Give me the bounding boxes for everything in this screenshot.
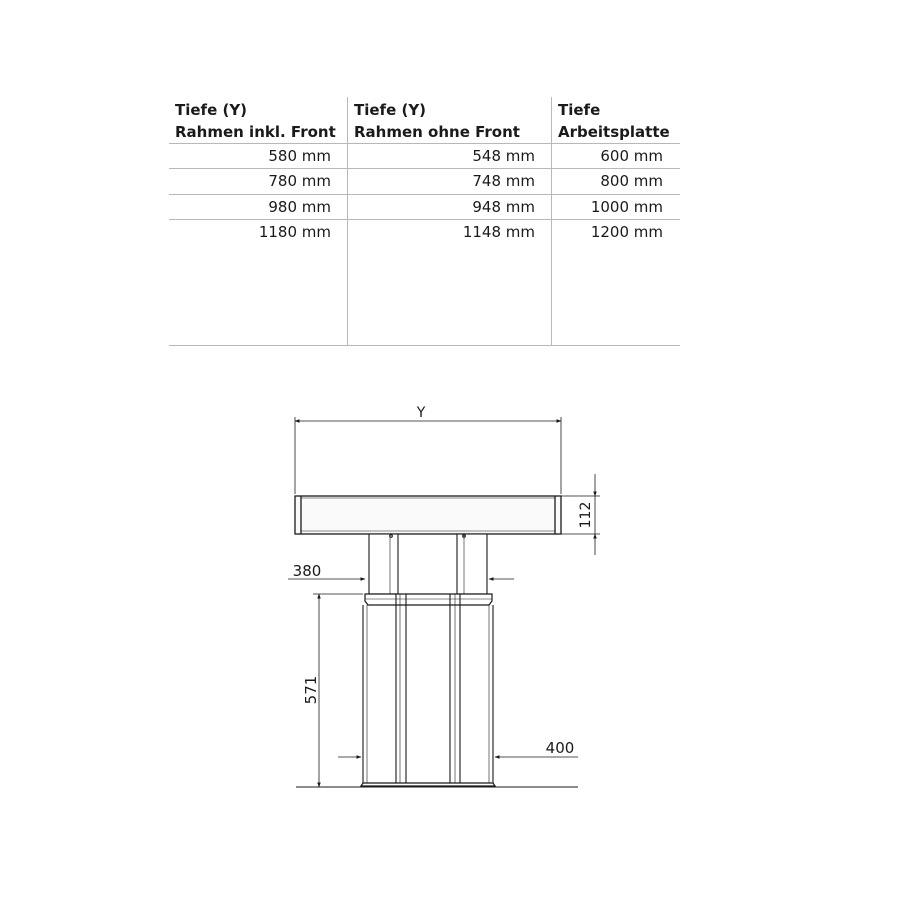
header-line: Tiefe (Y) [175, 101, 248, 119]
table-cell: 948 mm [472, 198, 535, 216]
dimension-width-label: Y [416, 405, 426, 421]
table-cell: 1200 mm [590, 223, 663, 241]
table-cell: 748 mm [472, 172, 535, 190]
table-cell: 548 mm [472, 147, 535, 165]
table-cell: 780 mm [268, 172, 331, 190]
header-line: Arbeitsplatte [558, 123, 670, 141]
dimension-width [295, 417, 561, 494]
table-cell: 1000 mm [590, 198, 663, 216]
dimension-top-height-label: 112 [578, 501, 594, 529]
table-cell: 600 mm [600, 147, 663, 165]
dimension-base-width-label: 400 [545, 739, 575, 757]
header-line: Rahmen inkl. Front [175, 123, 336, 141]
table-cell: 1148 mm [462, 223, 535, 241]
upper-column-right [457, 534, 487, 594]
base-columns [363, 594, 493, 786]
table-cell: 980 mm [268, 198, 331, 216]
header-line: Tiefe (Y) [354, 101, 427, 119]
header-line: Rahmen ohne Front [354, 123, 520, 141]
header-line: Tiefe [558, 101, 601, 119]
table-cell: 1180 mm [258, 223, 331, 241]
dimension-base-height [313, 594, 363, 787]
table-cell: 580 mm [268, 147, 331, 165]
column-collar [365, 594, 492, 605]
dimension-base-height-label: 571 [302, 675, 320, 705]
upper-column-left [369, 534, 398, 594]
table-top-frame [295, 496, 561, 534]
table-cell: 800 mm [600, 172, 663, 190]
base-foot [361, 783, 495, 786]
dimension-column-width-label: 380 [292, 562, 322, 580]
